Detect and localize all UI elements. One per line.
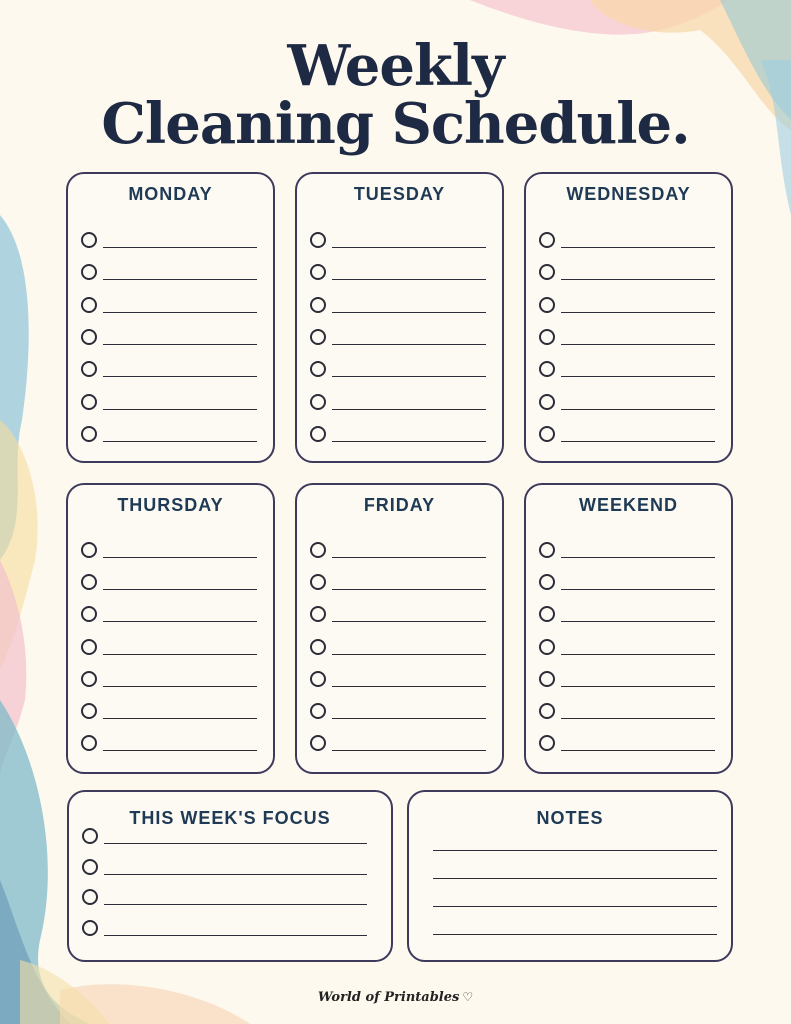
checkbox-circle-icon[interactable] <box>81 703 97 719</box>
footer-brand-text: World of Printables <box>317 990 460 1005</box>
task-row <box>539 361 715 381</box>
card-friday <box>295 483 504 774</box>
checkbox-circle-icon[interactable] <box>81 264 97 280</box>
write-in-line <box>561 621 715 622</box>
write-in-line <box>103 279 257 280</box>
task-row <box>82 828 367 848</box>
write-in-line <box>561 409 715 410</box>
write-in-line <box>561 654 715 655</box>
checkbox-circle-icon[interactable] <box>310 297 326 313</box>
task-row <box>82 889 367 909</box>
write-in-line <box>104 843 367 844</box>
task-row <box>310 735 486 755</box>
write-in-line <box>103 441 257 442</box>
heart-icon: ♡ <box>462 990 474 1004</box>
card-title-notes: NOTES <box>536 808 604 828</box>
checkbox-circle-icon[interactable] <box>310 426 326 442</box>
task-row <box>310 639 486 659</box>
write-in-line <box>104 874 367 875</box>
write-in-line <box>104 935 367 936</box>
checkbox-circle-icon[interactable] <box>310 542 326 558</box>
write-in-line <box>332 441 486 442</box>
task-row <box>81 361 257 381</box>
checkbox-circle-icon[interactable] <box>539 735 555 751</box>
card-title-weekend: WEEKEND <box>578 495 678 515</box>
write-in-line <box>103 409 257 410</box>
checkbox-circle-icon[interactable] <box>81 639 97 655</box>
write-in-line <box>332 589 486 590</box>
task-row <box>82 920 367 940</box>
write-in-line <box>561 441 715 442</box>
task-row <box>310 671 486 691</box>
task-row <box>81 639 257 659</box>
checkbox-circle-icon[interactable] <box>81 232 97 248</box>
task-row <box>539 329 715 349</box>
task-row <box>539 297 715 317</box>
checkbox-circle-icon[interactable] <box>82 859 98 875</box>
task-row <box>539 394 715 414</box>
task-row <box>539 264 715 284</box>
task-row <box>310 264 486 284</box>
page-title-line-1: Weekly <box>287 33 504 99</box>
card-notes <box>407 790 733 962</box>
task-row <box>81 606 257 626</box>
checkbox-circle-icon[interactable] <box>81 735 97 751</box>
checkbox-circle-icon[interactable] <box>539 639 555 655</box>
note-line <box>433 906 717 907</box>
task-row <box>81 735 257 755</box>
write-in-line <box>561 344 715 345</box>
checkbox-circle-icon[interactable] <box>539 426 555 442</box>
task-row <box>81 297 257 317</box>
checkbox-circle-icon[interactable] <box>81 361 97 377</box>
task-row <box>539 671 715 691</box>
checkbox-circle-icon[interactable] <box>310 394 326 410</box>
card-title-focus: THIS WEEK'S FOCUS <box>129 808 331 828</box>
card-title-tuesday: TUESDAY <box>353 184 446 204</box>
card-thursday <box>66 483 275 774</box>
checkbox-circle-icon[interactable] <box>539 361 555 377</box>
write-in-line <box>561 718 715 719</box>
checkbox-circle-icon[interactable] <box>81 394 97 410</box>
checkbox-circle-icon[interactable] <box>82 920 98 936</box>
write-in-line <box>103 718 257 719</box>
write-in-line <box>332 409 486 410</box>
task-row <box>310 606 486 626</box>
checkbox-circle-icon[interactable] <box>310 574 326 590</box>
write-in-line <box>561 279 715 280</box>
task-row <box>539 426 715 446</box>
write-in-line <box>332 718 486 719</box>
checkbox-circle-icon[interactable] <box>310 264 326 280</box>
card-wednesday <box>524 172 733 463</box>
task-row <box>539 606 715 626</box>
checkbox-circle-icon[interactable] <box>539 329 555 345</box>
write-in-line <box>332 376 486 377</box>
checkbox-circle-icon[interactable] <box>81 671 97 687</box>
task-row <box>81 329 257 349</box>
write-in-line <box>103 589 257 590</box>
write-in-line <box>103 621 257 622</box>
checkbox-circle-icon[interactable] <box>539 703 555 719</box>
task-row <box>539 232 715 252</box>
card-title-friday: FRIDAY <box>363 495 436 515</box>
write-in-line <box>103 654 257 655</box>
write-in-line <box>332 247 486 248</box>
write-in-line <box>561 247 715 248</box>
task-row <box>82 859 367 879</box>
task-row <box>539 574 715 594</box>
checkbox-circle-icon[interactable] <box>81 574 97 590</box>
task-row <box>310 574 486 594</box>
write-in-line <box>561 750 715 751</box>
checkbox-circle-icon[interactable] <box>310 361 326 377</box>
write-in-line <box>561 557 715 558</box>
write-in-line <box>561 686 715 687</box>
footer-brand <box>0 990 791 1005</box>
write-in-line <box>332 279 486 280</box>
task-row <box>81 426 257 446</box>
checkbox-circle-icon[interactable] <box>81 297 97 313</box>
checkbox-circle-icon[interactable] <box>310 639 326 655</box>
task-row <box>539 735 715 755</box>
task-row <box>310 329 486 349</box>
task-row <box>310 232 486 252</box>
checkbox-circle-icon[interactable] <box>539 394 555 410</box>
write-in-line <box>561 312 715 313</box>
write-in-line <box>332 750 486 751</box>
write-in-line <box>332 654 486 655</box>
task-row <box>310 297 486 317</box>
checkbox-circle-icon[interactable] <box>539 606 555 622</box>
checkbox-circle-icon[interactable] <box>82 889 98 905</box>
card-tuesday <box>295 172 504 463</box>
task-row <box>81 703 257 723</box>
write-in-line <box>332 686 486 687</box>
checkbox-circle-icon[interactable] <box>539 542 555 558</box>
task-row <box>310 542 486 562</box>
write-in-line <box>561 376 715 377</box>
checkbox-circle-icon[interactable] <box>82 828 98 844</box>
checkbox-circle-icon[interactable] <box>539 232 555 248</box>
task-row <box>539 639 715 659</box>
checkbox-circle-icon[interactable] <box>539 264 555 280</box>
write-in-line <box>103 750 257 751</box>
checkbox-circle-icon[interactable] <box>310 703 326 719</box>
checkbox-circle-icon[interactable] <box>310 606 326 622</box>
task-row <box>81 394 257 414</box>
checkbox-circle-icon[interactable] <box>310 329 326 345</box>
task-row <box>81 542 257 562</box>
task-row <box>539 542 715 562</box>
card-weekend <box>524 483 733 774</box>
task-row <box>310 394 486 414</box>
task-row <box>81 232 257 252</box>
card-title-wednesday: WEDNESDAY <box>566 184 691 204</box>
checkbox-circle-icon[interactable] <box>539 671 555 687</box>
write-in-line <box>103 376 257 377</box>
task-row <box>81 574 257 594</box>
checkbox-circle-icon[interactable] <box>81 426 97 442</box>
card-title-monday: MONDAY <box>128 184 213 204</box>
write-in-line <box>332 344 486 345</box>
checkbox-circle-icon[interactable] <box>539 574 555 590</box>
write-in-line <box>332 621 486 622</box>
note-line <box>433 850 717 851</box>
write-in-line <box>104 904 367 905</box>
task-row <box>539 703 715 723</box>
task-row <box>81 671 257 691</box>
write-in-line <box>332 312 486 313</box>
write-in-line <box>561 589 715 590</box>
checkbox-circle-icon[interactable] <box>310 735 326 751</box>
checkbox-circle-icon[interactable] <box>539 297 555 313</box>
checkbox-circle-icon[interactable] <box>81 329 97 345</box>
card-monday <box>66 172 275 463</box>
write-in-line <box>103 557 257 558</box>
task-row <box>310 361 486 381</box>
write-in-line <box>103 247 257 248</box>
checkbox-circle-icon[interactable] <box>310 232 326 248</box>
card-title-thursday: THURSDAY <box>117 495 224 515</box>
checkbox-circle-icon[interactable] <box>81 606 97 622</box>
write-in-line <box>332 557 486 558</box>
write-in-line <box>103 686 257 687</box>
note-line <box>433 934 717 935</box>
task-row <box>81 264 257 284</box>
task-row <box>310 426 486 446</box>
checkbox-circle-icon[interactable] <box>310 671 326 687</box>
checkbox-circle-icon[interactable] <box>81 542 97 558</box>
page-title-line-2: Cleaning Schedule. <box>101 91 690 157</box>
card-this-weeks-focus <box>67 790 393 962</box>
task-row <box>310 703 486 723</box>
note-line <box>433 878 717 879</box>
write-in-line <box>103 344 257 345</box>
write-in-line <box>103 312 257 313</box>
